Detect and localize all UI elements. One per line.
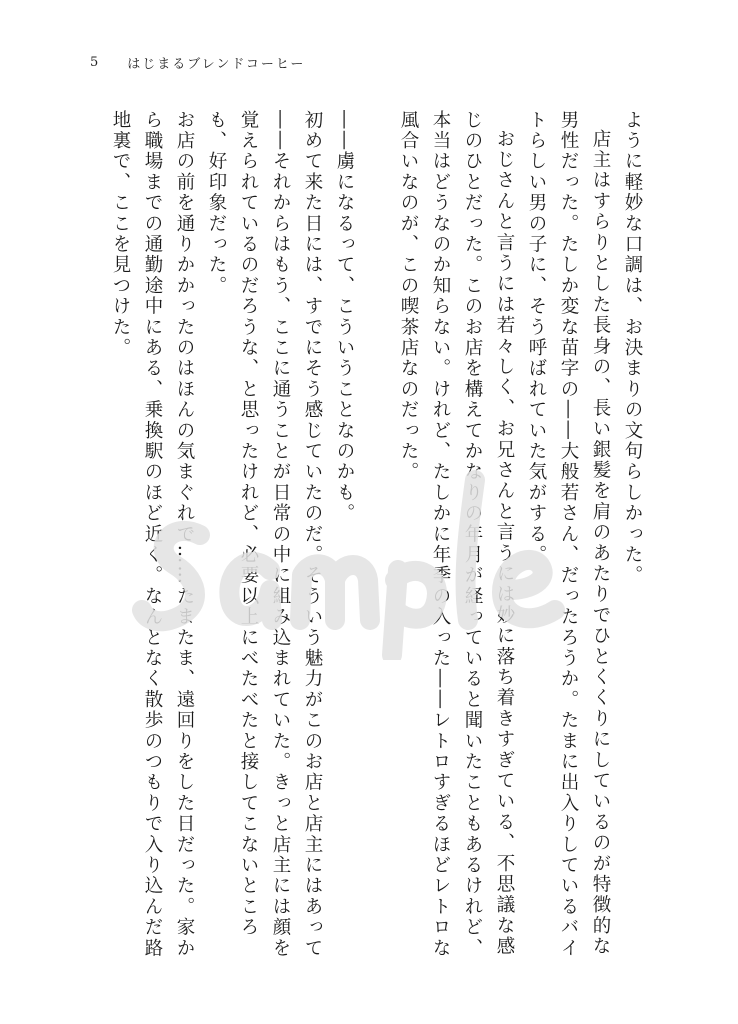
blank-line: [360, 110, 392, 970]
paragraph-5: 初めて来た日には、すでにそう感じていたのだ。そういう魅力がこのお店と店主にはあって――それからはもう、ここに通うことが日常の中に組み込まれていた。きっと店主には顔を覚えられているのだろうな、と思ったけれど、必要以上にべたべたと接してこないところも、好印象だった。: [206, 110, 323, 959]
paragraph-6: お店の前を通りかかったのはほんの気まぐれで……たまたま、遠回りをした日だった。家から職場までの通勤途中にある、乗換駅のほど近く。なんとなく散歩のつもりで入り込んだ路地裏で、ここを見つけた。: [110, 110, 195, 959]
paragraph-1: ように軽妙な口調は、お決まりの文句らしかった。: [622, 110, 643, 587]
paragraph-3: おじさんと言うには若々しく、お兄さんと言うには妙に落ち着きすぎている、不思議な感じのひとだった。このお店を構えてかなりの年月が経っていると聞いたこともあるけれど、本当はどうなのか知らない。けれど、たしかに年季の入った――レトロすぎるほどレトロな風合いなのが、この喫茶店なのだった。: [398, 110, 515, 959]
vertical-body-text: [88, 110, 648, 970]
paragraph-4: ――虜になるって、こういうことなのかも。: [334, 110, 355, 524]
page-number: 5: [90, 54, 100, 70]
paragraph-2: 店主はすらりとした長身の、長い銀髪を肩のあたりでひとくくりにしているのが特徴的な男性だった。たしか変な苗字の――大般若さん、だったろうか。たまに出入りしているバイトらしい男の子に、そう呼ばれていた気がする。: [526, 110, 611, 959]
running-title: はじまるブレンドコーヒー: [127, 56, 306, 72]
page-header: [90, 50, 305, 74]
